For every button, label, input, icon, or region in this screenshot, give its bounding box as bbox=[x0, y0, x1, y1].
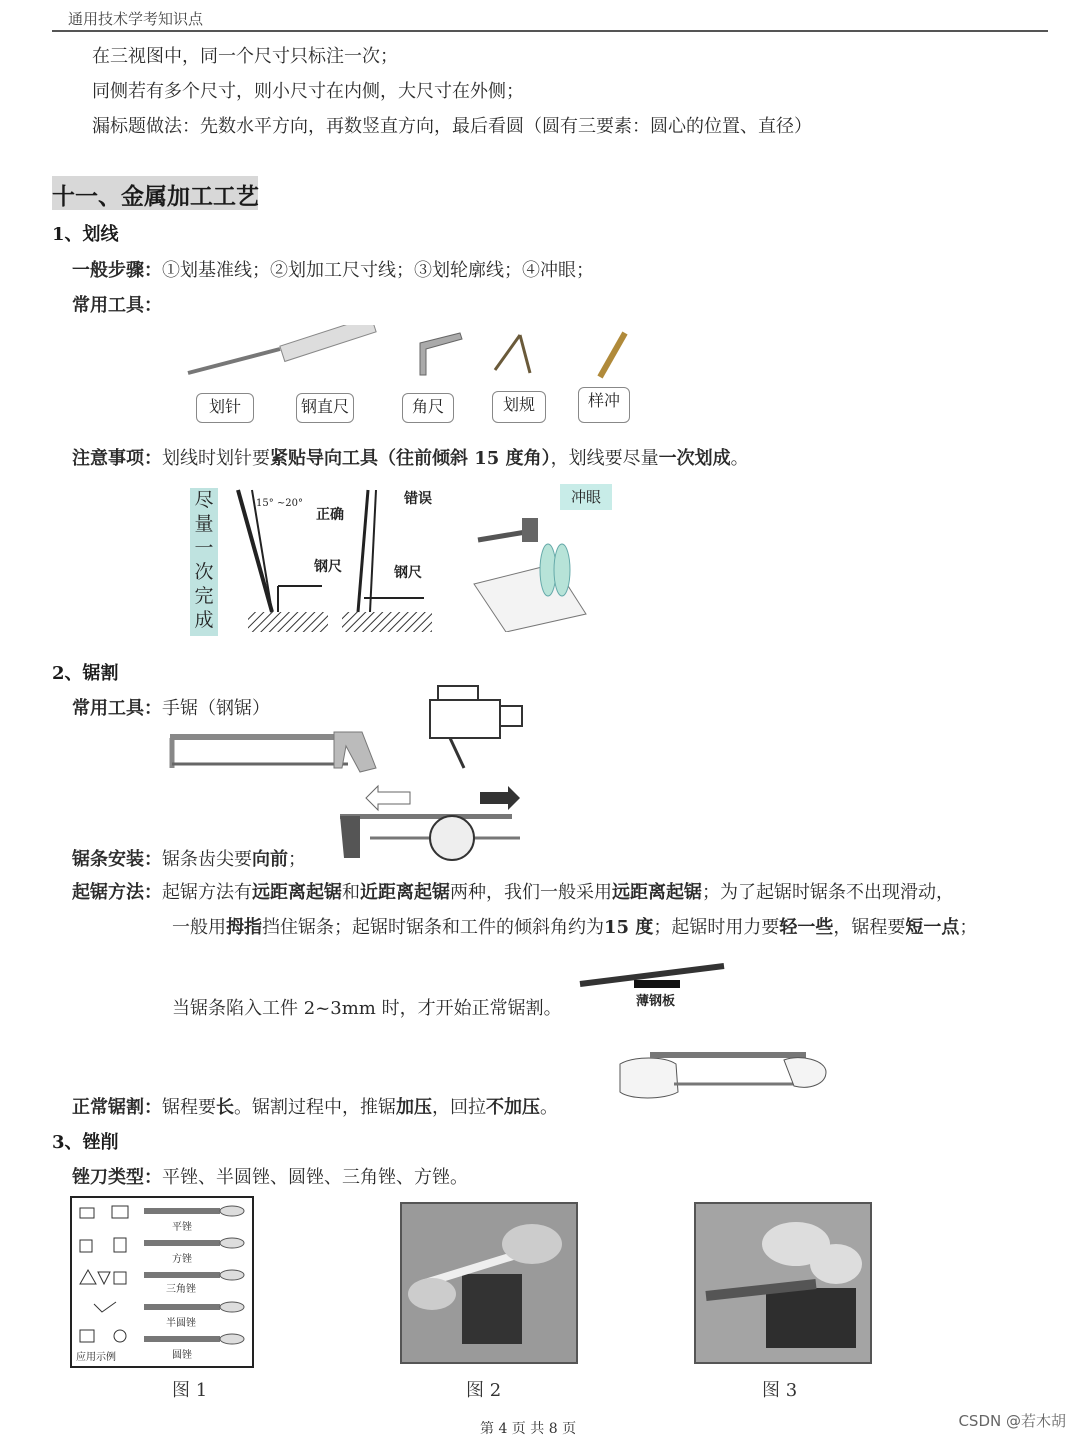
intro-line-3: 漏标题做法：先数水平方向，再数竖直方向，最后看圆（圆有三要素：圆心的位置、直径） bbox=[92, 116, 812, 137]
header-rule bbox=[52, 30, 1048, 32]
ruler-label-2: 钢尺 bbox=[394, 565, 422, 581]
tool-label-scriber: 划针 bbox=[196, 393, 254, 423]
figure-1-file-chart bbox=[70, 1196, 254, 1368]
correct-label: 正确 bbox=[316, 507, 344, 523]
file-name-triangle: 三角锉 bbox=[166, 1284, 196, 1295]
start-text-1: 起锯方法有 bbox=[162, 882, 252, 903]
sawing-direction-illustration bbox=[330, 780, 534, 864]
steel-ruler-icon bbox=[280, 325, 376, 361]
bench-vise-illustration bbox=[420, 680, 524, 772]
sawing-tools bbox=[72, 694, 270, 720]
page-header: 通用技术学考知识点 bbox=[68, 10, 204, 28]
figure-3-photo bbox=[694, 1202, 872, 1364]
start-saw-line-1 bbox=[72, 878, 954, 904]
sawing-heading: 2、锯割 bbox=[52, 663, 119, 684]
marking-notes bbox=[72, 444, 749, 470]
punch-figure bbox=[470, 504, 590, 632]
intro-line-1: 在三视图中，同一个尺寸只标注一次； bbox=[92, 46, 398, 67]
start-text-2: 和 bbox=[342, 882, 360, 903]
sawing-tools-label: 常用工具： bbox=[72, 698, 162, 719]
start-text-4: ；为了起锯时锯条不出现滑动， bbox=[702, 882, 954, 903]
install-label: 锯条安装： bbox=[72, 849, 162, 870]
file-types bbox=[72, 1163, 468, 1189]
notes-bold-2: 一次划成 bbox=[658, 448, 731, 469]
marking-tools-illustration bbox=[180, 325, 650, 385]
install-text-2: ； bbox=[288, 849, 306, 870]
tool-label-compass: 划规 bbox=[492, 391, 546, 423]
notes-text-1: 划线时划针要 bbox=[162, 448, 270, 469]
normal-bold-1: 长 bbox=[216, 1097, 234, 1118]
example-label: 应用示例 bbox=[76, 1352, 116, 1363]
file-name-round: 圆锉 bbox=[172, 1350, 192, 1361]
normal-bold-2: 加压 bbox=[396, 1097, 432, 1118]
start-bold-3: 远距离起锯 bbox=[612, 882, 702, 903]
file-sections-icons bbox=[76, 1202, 136, 1352]
start-saw-line-2 bbox=[172, 913, 977, 939]
punch-icon bbox=[600, 333, 625, 377]
start2-text-4: ，锯程要 bbox=[833, 917, 906, 938]
install-text-1: 锯条齿尖要 bbox=[162, 849, 252, 870]
tool-label-square: 角尺 bbox=[402, 393, 454, 423]
figure-2-caption: 图 2 bbox=[466, 1380, 502, 1401]
start-text-3: 两种，我们一般采用 bbox=[450, 882, 612, 903]
tool-label-punch: 样冲 bbox=[578, 387, 630, 423]
watermark: CSDN @若木胡 bbox=[958, 1412, 1066, 1430]
start2-text-1: 一般用 bbox=[172, 917, 226, 938]
blade-install bbox=[72, 845, 306, 871]
marking-steps bbox=[72, 256, 594, 282]
sawing-tools-text: 手锯（钢锯） bbox=[162, 698, 270, 719]
normal-text-2: 。锯割过程中，推锯 bbox=[234, 1097, 396, 1118]
normal-bold-3: 不加压 bbox=[486, 1097, 540, 1118]
normal-text-3: ，回拉 bbox=[432, 1097, 486, 1118]
start-bold-1: 远距离起锯 bbox=[252, 882, 342, 903]
marking-heading: 1、划线 bbox=[52, 224, 119, 245]
notes-text-2: ，划线要尽量 bbox=[550, 448, 659, 469]
scriber-icon bbox=[188, 349, 280, 373]
normal-label: 正常锯割： bbox=[72, 1097, 162, 1118]
normal-text-1: 锯程要 bbox=[162, 1097, 216, 1118]
ruler-label-1: 钢尺 bbox=[314, 559, 342, 575]
start-label: 起锯方法： bbox=[72, 882, 162, 903]
start2-bold-1: 拇指 bbox=[226, 917, 262, 938]
start2-bold-4: 短一点 bbox=[905, 917, 960, 938]
notes-text-3: 。 bbox=[730, 448, 749, 469]
figure-2-photo bbox=[400, 1202, 578, 1364]
thin-plate-illustration bbox=[576, 960, 728, 992]
tool-label-steel-ruler: 钢直尺 bbox=[296, 393, 354, 423]
square-icon bbox=[420, 333, 462, 375]
notes-bold-1: 紧贴导向工具（往前倾斜 15 度角） bbox=[270, 448, 551, 469]
file-name-flat: 平锉 bbox=[172, 1222, 192, 1233]
marking-tools-label: 常用工具： bbox=[72, 295, 162, 316]
angle-label: 15° ~20° bbox=[256, 498, 304, 509]
start2-bold-3: 轻一些 bbox=[779, 917, 834, 938]
compass-icon bbox=[495, 335, 530, 373]
normal-sawing-illustration bbox=[614, 1040, 830, 1110]
saw-depth-text: 当锯条陷入工件 2~3mm 时，才开始正常锯割。 bbox=[172, 998, 562, 1019]
figure-3-caption: 图 3 bbox=[762, 1380, 798, 1401]
file-name-half-round: 半圆锉 bbox=[166, 1318, 196, 1329]
steps-text: ①划基准线；②划加工尺寸线；③划轮廓线；④冲眼； bbox=[162, 260, 594, 281]
punch-label: 冲眼 bbox=[560, 484, 612, 510]
filing-heading: 3、锉削 bbox=[52, 1132, 119, 1153]
start2-text-2: 挡住锯条；起锯时锯条和工件的倾斜角约为 bbox=[262, 917, 604, 938]
wrong-label: 错误 bbox=[404, 491, 432, 507]
figure-1-caption: 图 1 bbox=[172, 1380, 208, 1401]
start2-text-5: ； bbox=[959, 917, 978, 938]
start2-text-3: ；起锯时用力要 bbox=[653, 917, 780, 938]
page-footer: 第 4 页 共 8 页 bbox=[480, 1421, 577, 1437]
normal-sawing bbox=[72, 1093, 558, 1119]
figure-vertical-note: 尽量一次完成 bbox=[190, 488, 218, 636]
start-bold-2: 近距离起锯 bbox=[360, 882, 450, 903]
intro-line-2: 同侧若有多个尺寸，则小尺寸在内侧，大尺寸在外侧； bbox=[92, 81, 524, 102]
install-bold: 向前 bbox=[252, 849, 288, 870]
hacksaw-illustration bbox=[166, 728, 380, 776]
file-types-text: 平锉、半圆锉、圆锉、三角锉、方锉。 bbox=[162, 1167, 468, 1188]
notes-label: 注意事项： bbox=[72, 448, 162, 469]
start2-bold-2: 15 度 bbox=[604, 917, 654, 938]
steps-label: 一般步骤： bbox=[72, 260, 162, 281]
file-name-square: 方锉 bbox=[172, 1254, 192, 1265]
normal-text-4: 。 bbox=[540, 1097, 558, 1118]
section-title: 十一、金属加工工艺 bbox=[52, 183, 259, 210]
file-types-label: 锉刀类型： bbox=[72, 1167, 162, 1188]
thin-plate-label: 薄钢板 bbox=[636, 994, 676, 1009]
